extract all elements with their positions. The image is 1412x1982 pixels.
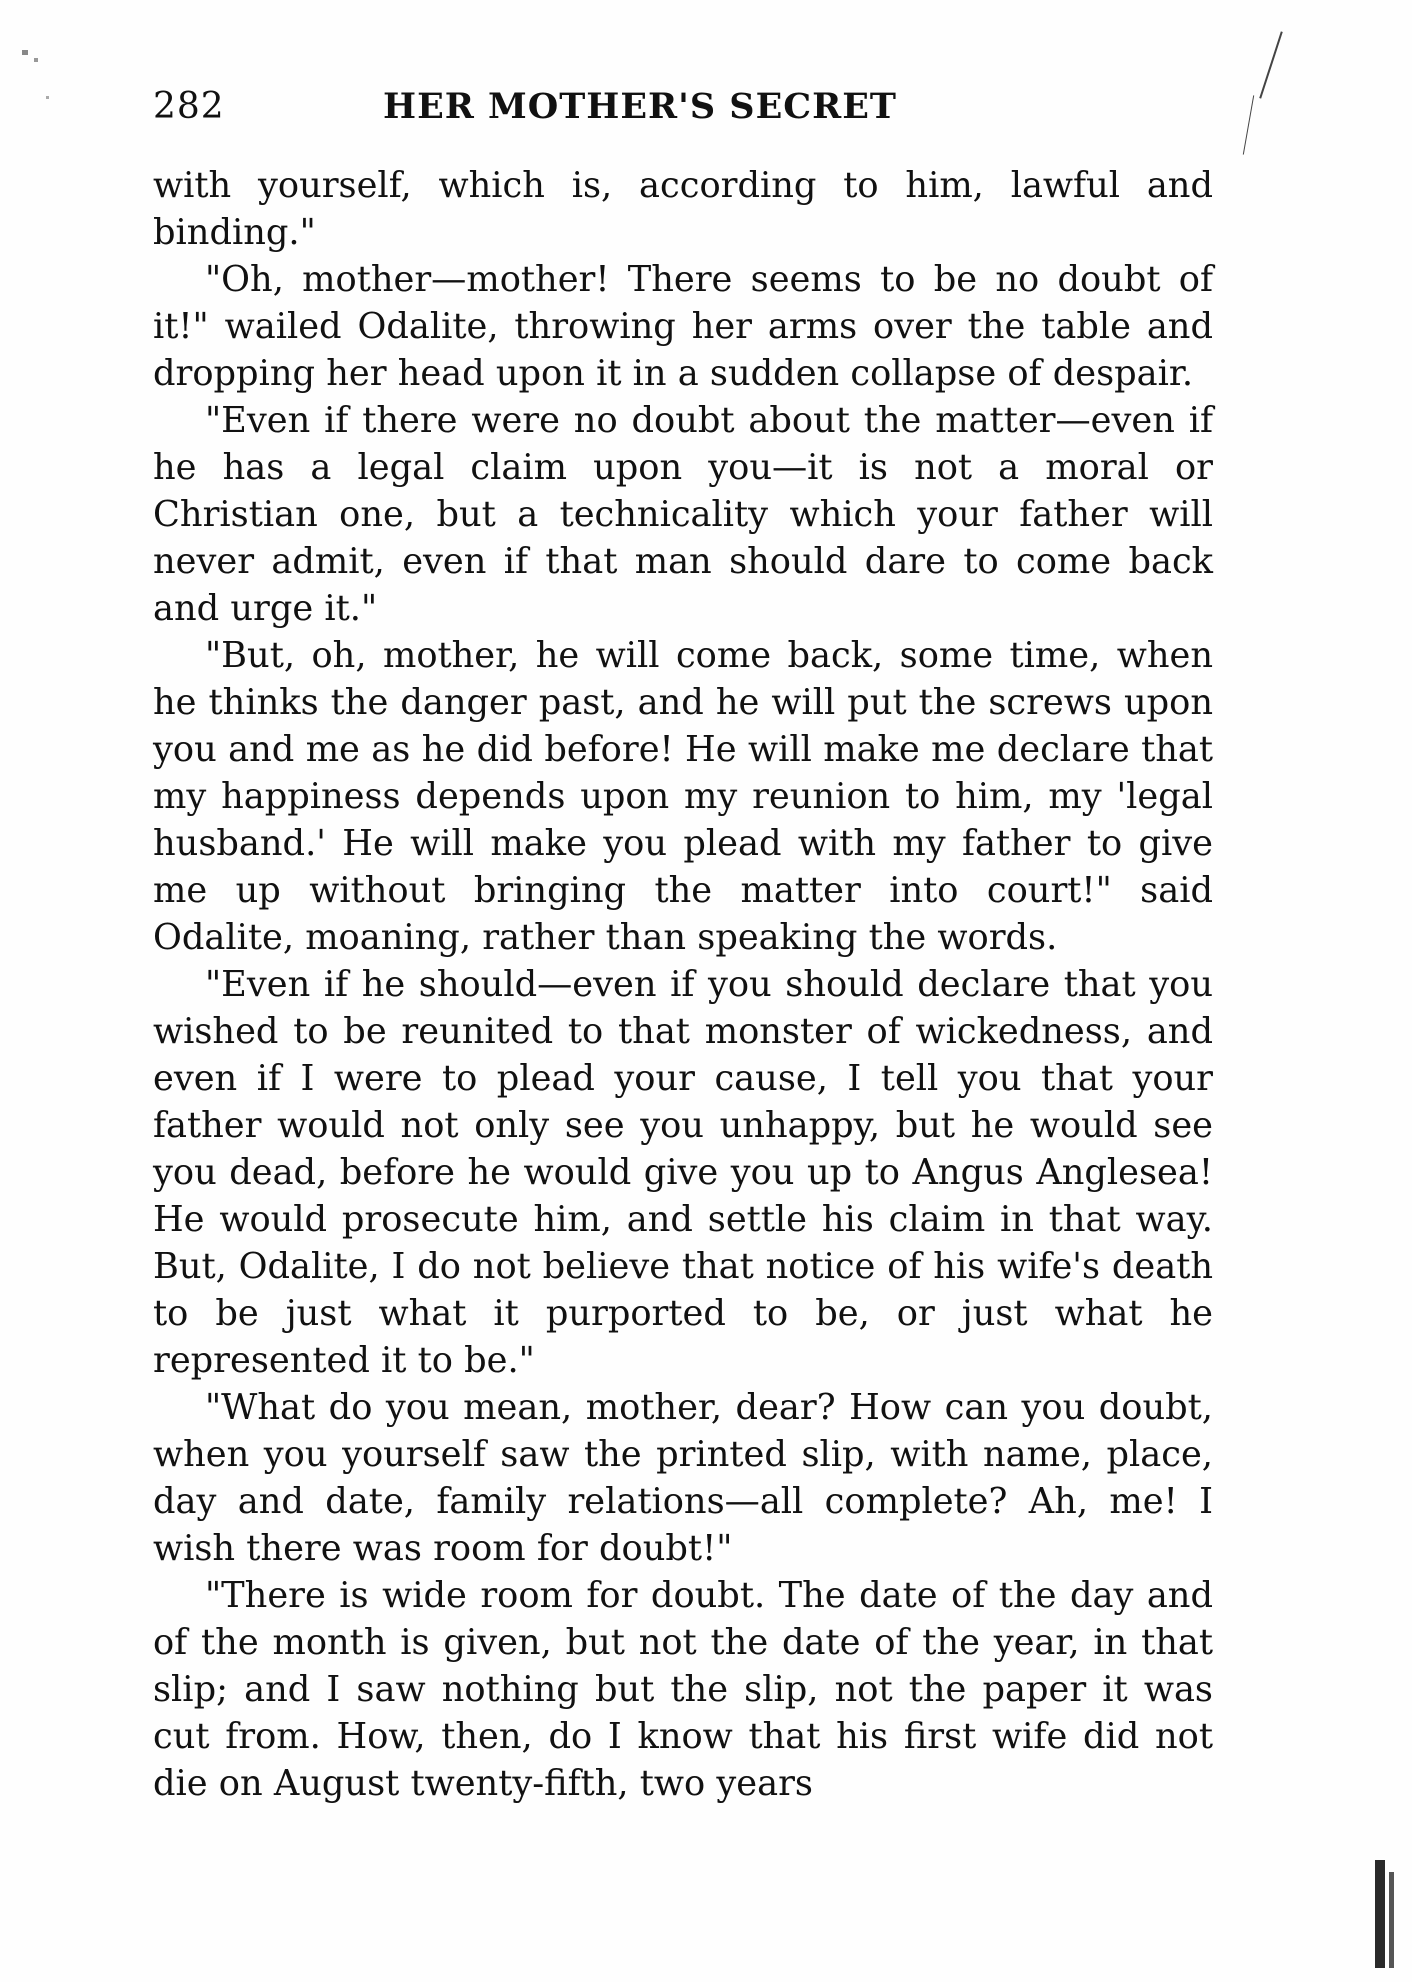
pencil-mark	[1243, 95, 1254, 154]
scan-speck	[34, 58, 38, 62]
body-text	[153, 162, 1213, 1807]
paragraph: "Even if there were no doubt about the matter—even if he has a legal claim upon you—it is not a moral or Christian one, but a technicality which your father will never admit, even if that man should dare to come back and urge it."	[153, 400, 1213, 629]
page-number: 282	[153, 86, 225, 127]
paragraph: "There is wide room for doubt. The date of the day and of the month is given, but not the date of the year, in that slip; and I saw nothing but the slip, not the paper it was cut from. How, then, do I know that his first wife did not die on August twenty-fifth, two years	[153, 1575, 1213, 1804]
binding-edge	[1389, 1872, 1394, 1968]
page-header	[153, 86, 1213, 142]
paragraph: "But, oh, mother, he will come back, some time, when he thinks the danger past, and he will put the screws upon you and me as he did before! He will make me declare that my happiness depends upon my reunion to him, my 'legal husband.' He will make you plead with my father to give me up without bringing the matter into court!" said Odalite, moaning, rather than speaking the words.	[153, 635, 1213, 958]
paragraph: "Even if he should—even if you should declare that you wished to be reunited to that monster of wickedness, and even if I were to plead your cause, I tell you that your father would not only see you unhappy, but he would see you dead, before he would give you up to Angus Anglesea! He would prosecute him, and settle his claim in that way. But, Odalite, I do not believe that notice of his wife's death to be just what it purported to be, or just what he represented it to be."	[153, 964, 1213, 1381]
binding-edge	[1375, 1860, 1385, 1968]
paragraph: "What do you mean, mother, dear? How can you doubt, when you yourself saw the printed slip, with name, place, day and date, family relations—all complete? Ah, me! I wish there was room for doubt!"	[153, 1387, 1213, 1569]
running-title: HER MOTHER'S SECRET	[383, 86, 897, 127]
scan-speck	[22, 50, 28, 55]
paragraph: with yourself, which is, according to him, lawful and binding."	[153, 165, 1213, 253]
scan-speck	[46, 96, 49, 99]
paragraph: "Oh, mother—mother! There seems to be no doubt of it!" wailed Odalite, throwing her arms over the table and dropping her head upon it in a sudden collapse of despair.	[153, 259, 1213, 394]
pencil-mark	[1259, 31, 1283, 98]
